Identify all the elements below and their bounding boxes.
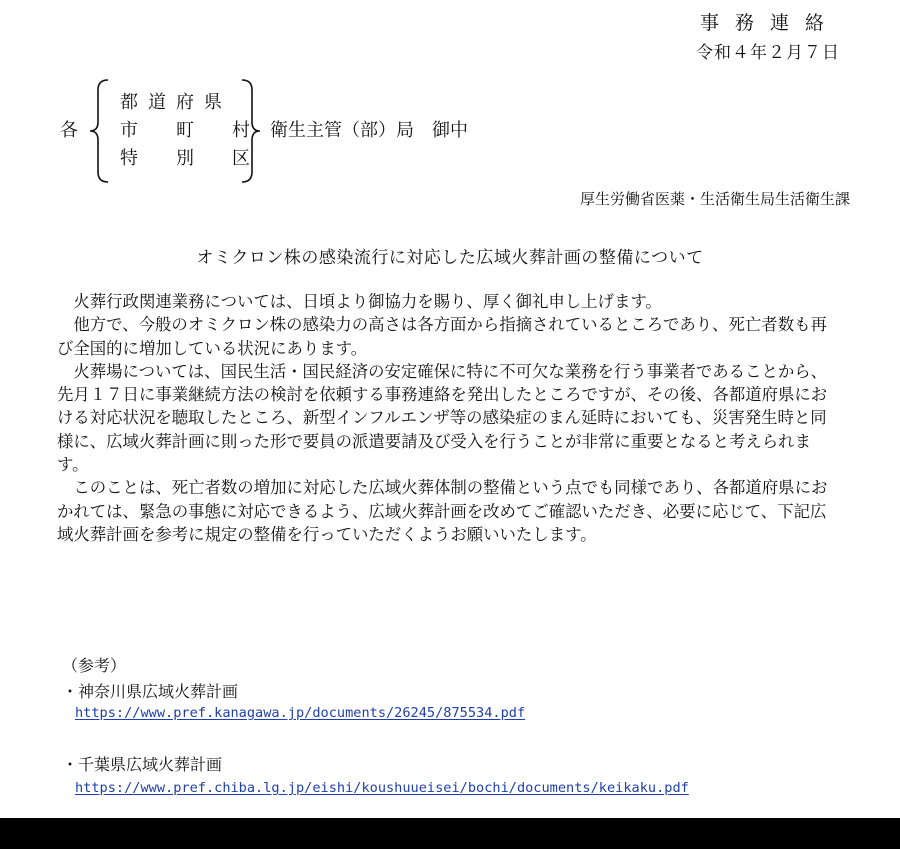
reference-label-chiba: ・千葉県広域火葬計画 [62,755,223,774]
references-heading: （参考） [62,656,127,675]
body-paragraph-4: このことは、死亡者数の増加に対応した広域火葬体制の整備という点でも同様であり、各都道府県におかれては、緊急の事態に対応できるよう、広域火葬計画を改めてご確認いただき、必要に応じて、下記広域火葬計画を参考に規定の整備を行っていただくようお願いいたします。 [57,478,828,544]
document-title: オミクロン株の感染流行に対応した広域火葬計画の整備について [196,248,704,268]
addressee-special-wards: 特 別 区 [120,148,260,169]
document-body [57,290,842,546]
document-date: 令和４年２月７日 [696,43,840,63]
sender: 厚生労働省医薬・生活衛生局生活衛生課 [579,190,850,208]
recipient: 衛生主管（部）局 御中 [270,120,468,141]
left-brace [88,78,110,184]
reference-label-kanagawa: ・神奈川県広域火葬計画 [62,682,239,701]
body-paragraph-1: 火葬行政関連業務については、日頃より御協力を賜り、厚く御礼申し上げます。 [73,292,662,311]
addressee-prefix: 各 [60,120,78,141]
document-type: 事務連絡 [699,12,840,34]
reference-link-chiba[interactable]: https://www.pref.chiba.lg.jp/eishi/koushuueisei/bochi/documents/keikaku.pdf [75,780,689,796]
body-paragraph-3: 火葬場については、国民生活・国民経済の安定確保に特に不可欠な業務を行う事業者であることから、先月１７日に事業継続方法の検討を依頼する事務連絡を発出したところですが、その後、各都道府県における対応状況を聴取したところ、新型インフルエンザ等の感染症のまん延時においても、災害発生時と同様に、広域火葬計画に則った形で要員の派遣要請及び受入を行うことが非常に重要となると考えられます。 [57,361,828,475]
reference-link-kanagawa[interactable]: https://www.pref.kanagawa.jp/documents/26245/875534.pdf [75,705,526,721]
body-paragraph-2: 他方で、今般のオミクロン株の感染力の高さは各方面から指摘されているところであり、死亡者数も再び全国的に増加している状況にあります。 [57,315,827,358]
right-brace [240,78,262,184]
bottom-bar [0,818,900,849]
addressee-prefectures: 都道府県 [120,92,232,113]
addressee-municipalities: 市 町 村 [120,120,260,141]
